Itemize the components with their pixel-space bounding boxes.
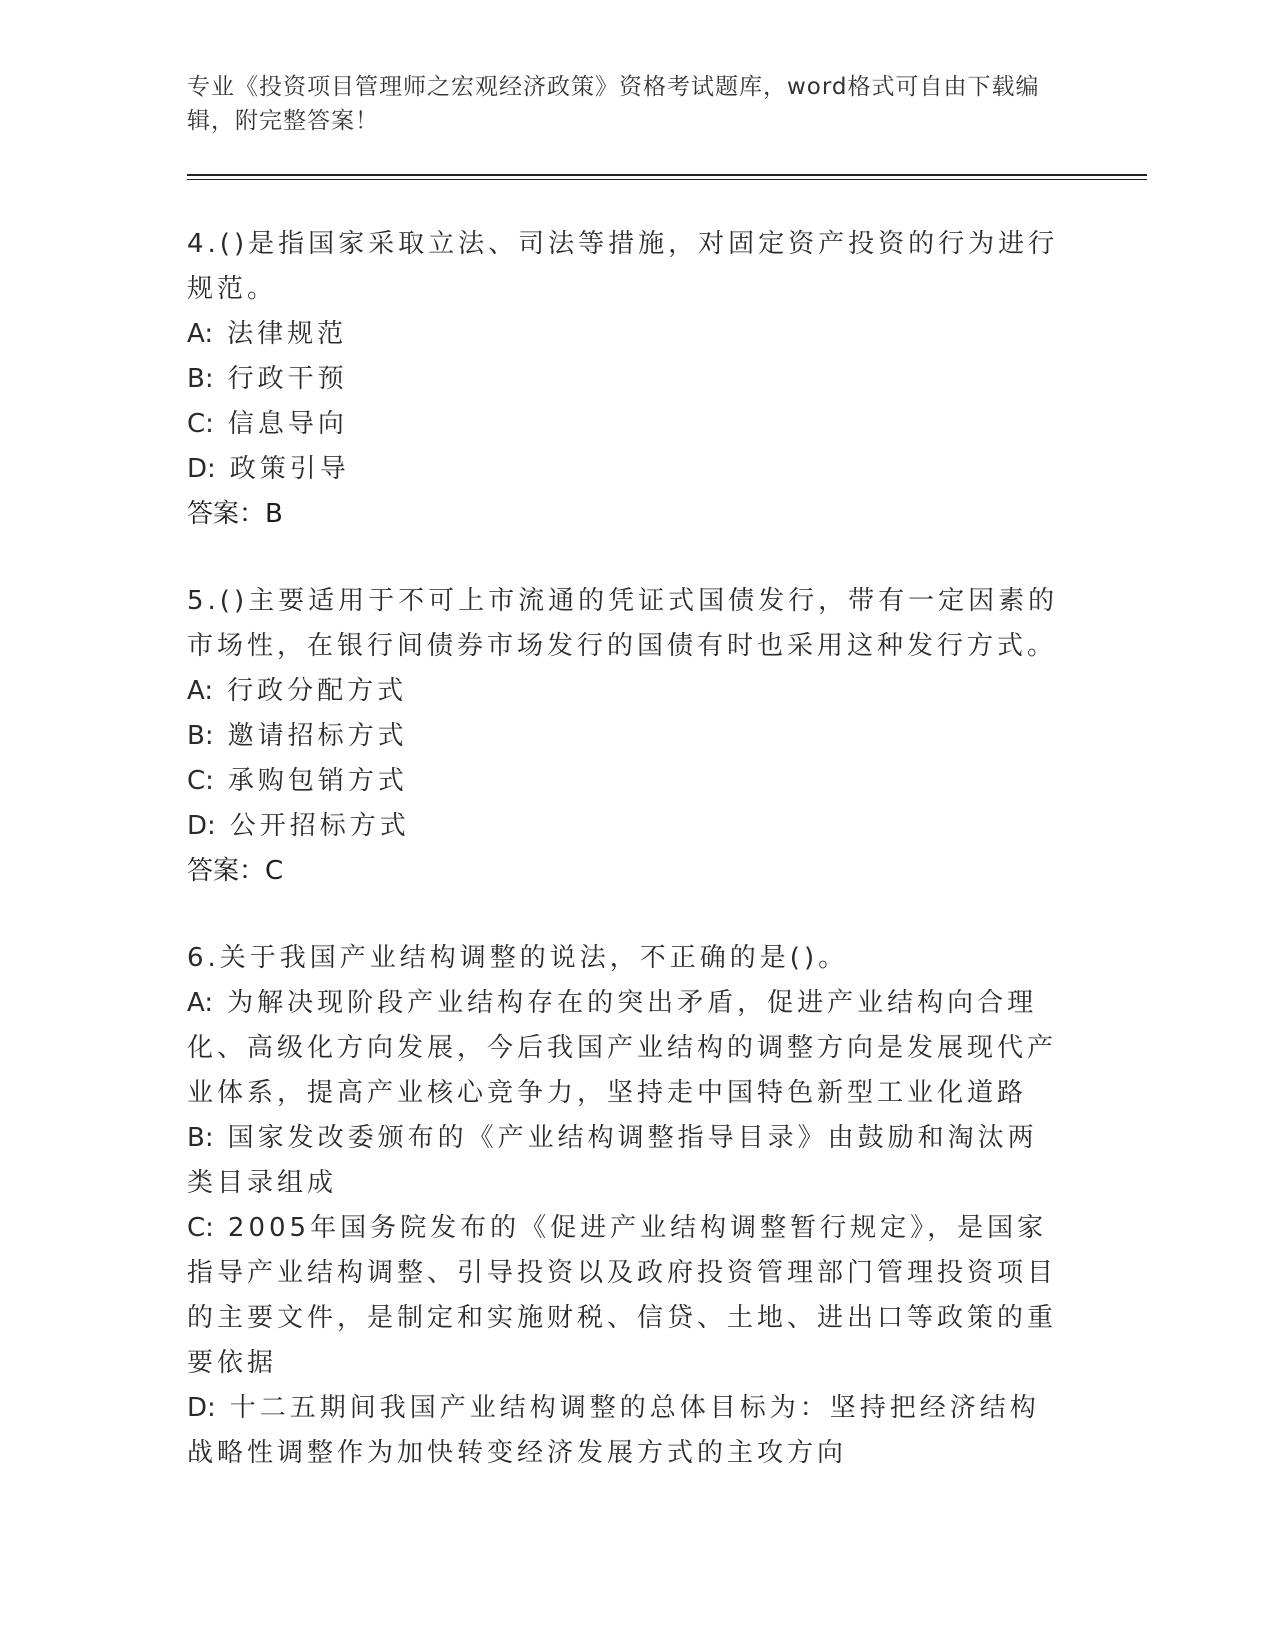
- option-text: 国家发改委颁布的《产业结构调整指导目录》由鼓励和淘汰两类目录组成: [187, 1123, 1038, 1198]
- header-divider: [187, 174, 1147, 180]
- option-text: 承购包销方式: [227, 766, 408, 796]
- option-text: 政策引导: [229, 454, 350, 484]
- option-c: [187, 759, 1067, 804]
- document-header: 专业《投资项目管理师之宏观经济政策》资格考试题库，word格式可自由下载编辑，附完整答案！: [187, 74, 1040, 134]
- option-text: 邀请招标方式: [227, 721, 408, 751]
- option-text: 行政干预: [227, 364, 348, 394]
- question-item: [187, 579, 1147, 894]
- option-b: [187, 357, 1067, 402]
- option-key: A:: [187, 319, 214, 349]
- option-key: B:: [187, 721, 214, 751]
- option-text: 为解决现阶段产业结构存在的突出矛盾，促进产业结构向合理化、高级化方向发展，今后我国产业结构的调整方向是发展现代产业体系，提高产业核心竞争力，坚持走中国特色新型工业化道路: [187, 988, 1058, 1108]
- question-item: [187, 222, 1147, 537]
- option-a: [187, 312, 1067, 357]
- option-c: [187, 1206, 1067, 1386]
- option-text: 公开招标方式: [229, 811, 410, 841]
- option-d: [187, 447, 1067, 492]
- option-key: A:: [187, 676, 214, 706]
- option-a: [187, 981, 1067, 1116]
- answer-value: C: [265, 856, 284, 886]
- option-text: 2005年国务院发布的《促进产业结构调整暂行规定》，是国家指导产业结构调整、引导投资以及政府投资管理部门管理投资项目的主要文件，是制定和实施财税、信贷、土地、进出口等政策的重要依据: [187, 1213, 1058, 1378]
- option-a: [187, 669, 1067, 714]
- option-text: 信息导向: [227, 409, 348, 439]
- answer-label: 答案：: [187, 856, 266, 886]
- option-key: C:: [187, 766, 214, 796]
- option-key: C:: [187, 1213, 214, 1243]
- option-key: A:: [187, 988, 214, 1018]
- question-stem: 4.()是指国家采取立法、司法等措施，对固定资产投资的行为进行规范。: [187, 229, 1059, 304]
- option-b: [187, 714, 1067, 759]
- option-c: [187, 402, 1067, 447]
- question-item: [187, 936, 1147, 1476]
- option-key: B:: [187, 1123, 214, 1153]
- option-text: 法律规范: [227, 319, 348, 349]
- option-key: D:: [187, 454, 216, 484]
- option-key: D:: [187, 811, 216, 841]
- question-stem: 5.()主要适用于不可上市流通的凭证式国债发行，带有一定因素的市场性，在银行间债券市场发行的国债有时也采用这种发行方式。: [187, 586, 1059, 661]
- answer-label: 答案：: [187, 499, 266, 529]
- option-key: B:: [187, 364, 214, 394]
- answer-line: [187, 492, 1147, 537]
- question-list: [187, 222, 1147, 1476]
- option-key: D:: [187, 1393, 216, 1423]
- option-b: [187, 1116, 1067, 1206]
- option-text: 十二五期间我国产业结构调整的总体目标为：坚持把经济结构战略性调整作为加快转变经济发展方式的主攻方向: [187, 1393, 1040, 1468]
- option-d: [187, 804, 1067, 849]
- option-d: [187, 1386, 1067, 1476]
- answer-value: B: [265, 499, 283, 529]
- answer-line: [187, 849, 1147, 894]
- question-stem: 6.关于我国产业结构调整的说法，不正确的是()。: [187, 943, 849, 973]
- option-key: C:: [187, 409, 214, 439]
- document-page: [187, 70, 1147, 1518]
- option-text: 行政分配方式: [227, 676, 408, 706]
